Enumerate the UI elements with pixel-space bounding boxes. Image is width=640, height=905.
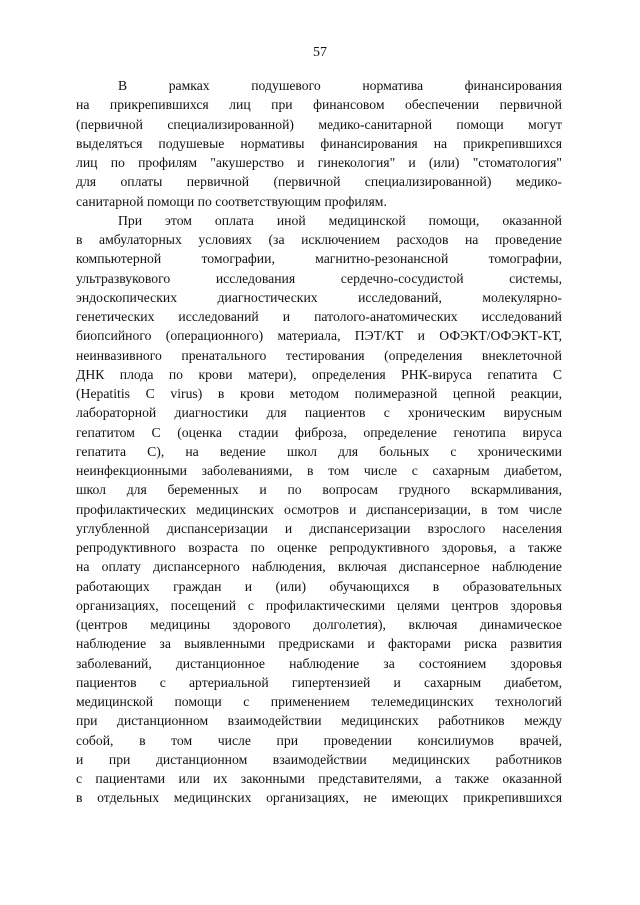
text-line: санитарной помощи по соответствующим профилям.: [76, 193, 387, 209]
text-line: заболеваний, дистанционное наблюдение за состоянием здоровья: [76, 655, 562, 671]
text-line: наблюдение за выявленными предрисками и факторами риска развития: [76, 636, 562, 652]
text-line: ультразвукового исследования сердечно-сосудистой системы,: [76, 270, 562, 286]
text-line: гепатита С), на ведение школ для больных с хроническими: [76, 443, 562, 459]
text-line: углубленной диспансеризации и диспансеризации взрослого населения: [76, 520, 562, 536]
text-line: биопсийного (операционного) материала, ПЭТ/КТ и ОФЭКТ/ОФЭКТ-КТ,: [76, 328, 562, 344]
text-line: медицинской помощи с применением телемедицинских технологий: [76, 694, 562, 709]
text-line: неинвазивного пренатального тестирования (определения внеклеточной: [76, 347, 562, 363]
text-line: лиц по профилям "акушерство и гинекология" и (или) "стоматология": [76, 155, 562, 170]
text-line: В рамках подушевого норматива финансирования: [118, 78, 562, 93]
page-number: 57: [313, 45, 327, 60]
text-line: выделяться подушевые нормативы финансирования на прикрепившихся: [76, 135, 562, 151]
text-line: При этом оплата иной медицинской помощи, оказанной: [118, 212, 562, 228]
text-line: на прикрепившихся лиц при финансовом обеспечении первичной: [76, 97, 562, 113]
text-line: неинфекционными заболеваниями, в том числе с сахарным диабетом,: [76, 463, 562, 478]
document-body: [76, 76, 562, 808]
paragraph-1: [76, 76, 562, 211]
text-line: (Hepatitis C virus) в крови методом полимеразной цепной реакции,: [76, 386, 562, 401]
text-line: ДНК плода по крови матери), определения РНК-вируса гепатита С: [76, 366, 562, 382]
text-line: гепатитом С (оценка стадии фиброза, определение генотипа вируса: [76, 424, 562, 440]
text-line: и при дистанционном взаимодействии медицинских работников: [76, 751, 562, 767]
text-line: компьютерной томографии, магнитно-резонансной томографии,: [76, 251, 562, 267]
text-line: с пациентами или их законными представителями, а также оказанной: [76, 771, 562, 786]
text-line: генетических исследований и патолого-анатомических исследований: [76, 309, 562, 324]
text-line: в отдельных медицинских организациях, не имеющих прикрепившихся: [76, 790, 562, 806]
text-line: (центров медицины здорового долголетия), включая динамическое: [76, 617, 562, 632]
text-line: при дистанционном взаимодействии медицинских работников между: [76, 713, 562, 729]
text-line: лабораторной диагностики для пациентов с хроническим вирусным: [76, 405, 562, 421]
paragraph-2: [76, 211, 562, 808]
text-line: собой, в том числе при проведении консилиумов врачей,: [76, 732, 562, 748]
text-line: (первичной специализированной) медико-санитарной помощи могут: [76, 116, 562, 132]
text-line: организациях, посещений с профилактическими целями центров здоровья: [76, 597, 562, 613]
text-line: на оплату диспансерного наблюдения, включая диспансерное наблюдение: [76, 559, 562, 575]
text-line: для оплаты первичной (первичной специализированной) медико-: [76, 174, 562, 190]
text-line: в амбулаторных условиях (за исключением расходов на проведение: [76, 232, 562, 247]
text-line: эндоскопических диагностических исследований, молекулярно-: [76, 289, 562, 305]
text-line: работающих граждан и (или) обучающихся в образовательных: [76, 578, 562, 594]
text-line: профилактических медицинских осмотров и диспансеризации, в том числе: [76, 501, 562, 517]
text-line: репродуктивного возраста по оценке репродуктивного здоровья, а также: [76, 540, 562, 555]
text-line: школ для беременных и по вопросам грудного вскармливания,: [76, 482, 562, 498]
text-line: пациентов с артериальной гипертензией и сахарным диабетом,: [76, 674, 562, 690]
